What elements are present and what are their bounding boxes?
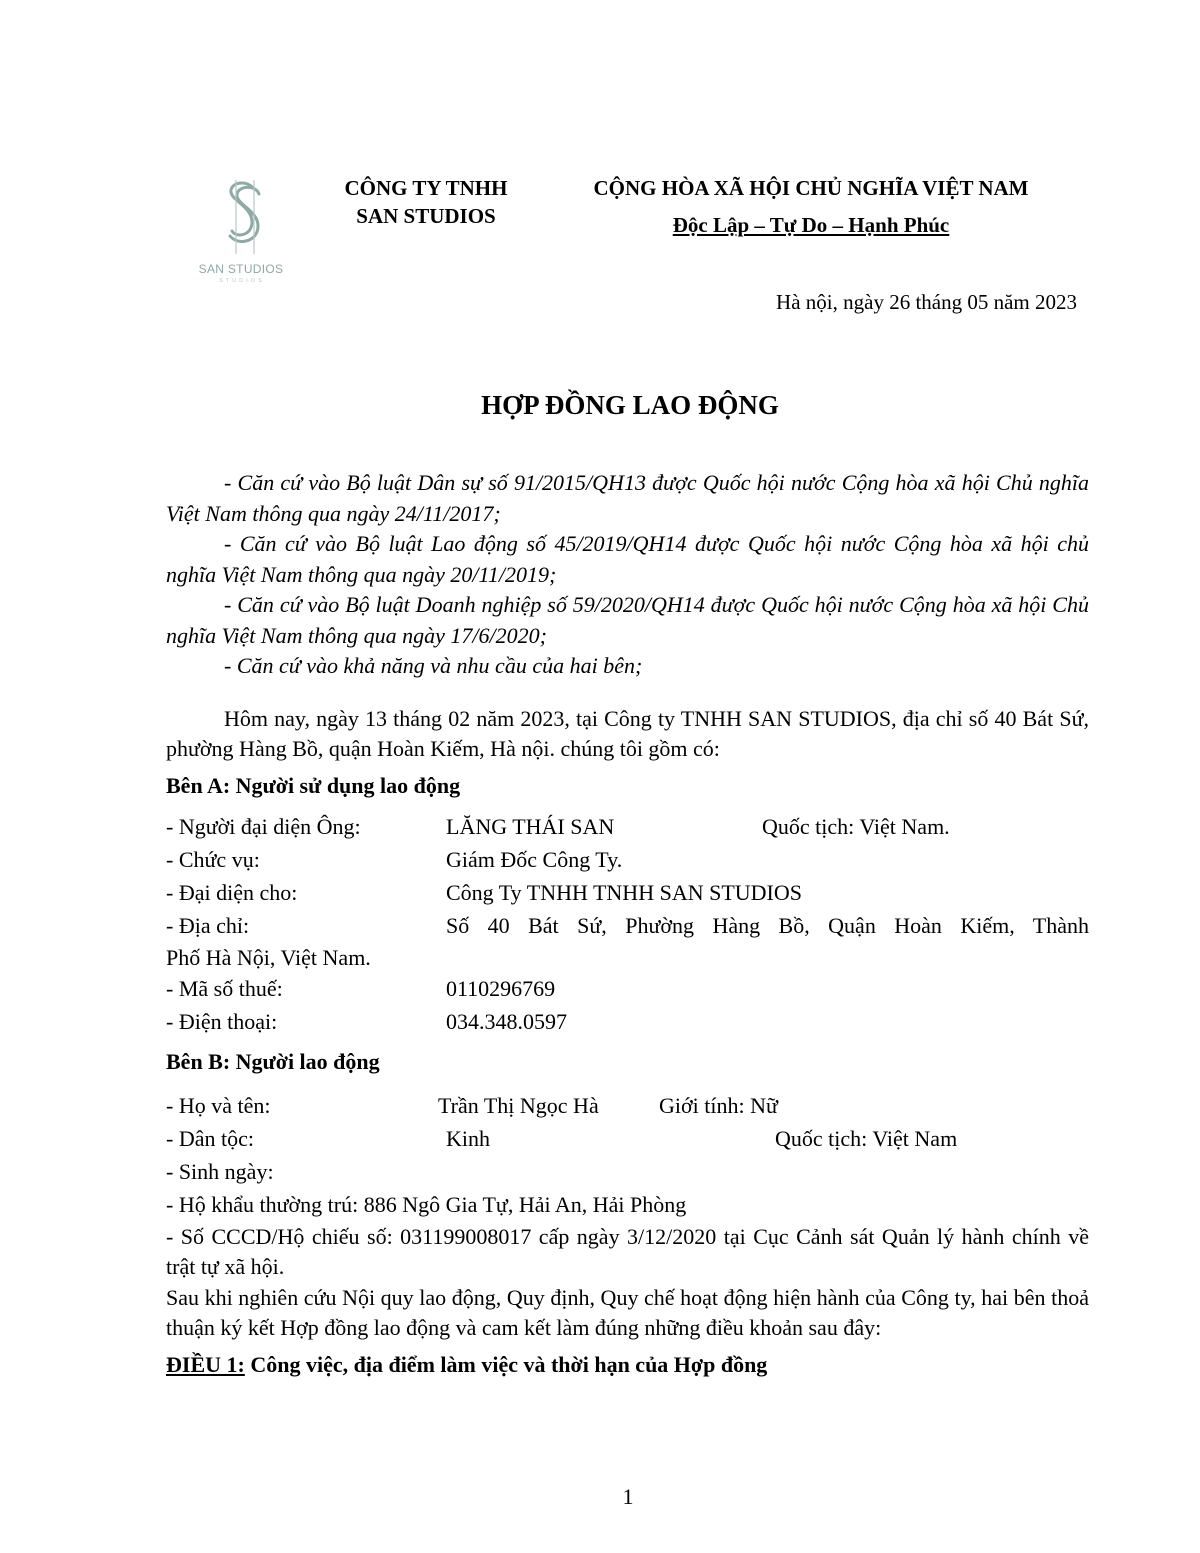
party-a-heading: Bên A: Người sử dụng lao động xyxy=(166,772,461,798)
ethnic-value: Kinh xyxy=(446,1125,490,1151)
name-label: - Họ và tên: xyxy=(166,1092,271,1118)
residence: - Hộ khẩu thường trú: 886 Ngô Gia Tự, Hải An, Hải Phòng xyxy=(166,1191,687,1217)
company-line-2: SAN STUDIOS xyxy=(356,204,496,228)
rep-value: LĂNG THÁI SAN xyxy=(446,814,615,840)
gender: Giới tính: Nữ xyxy=(659,1092,778,1118)
legal-basis-2: - Căn cứ vào Bộ luật Lao động số 45/2019/QH14 được Quốc hội nước Cộng hòa xã hội chủ nghĩa Việt Nam thông qua ngày 20/11/2019; xyxy=(166,531,1089,587)
intro-paragraph: Hôm nay, ngày 13 tháng 02 năm 2023, tại Công ty TNHH SAN STUDIOS, địa chỉ số 40 Bát Sứ, phường Hàng Bồ, quận Hoàn Kiếm, Hà nội. chúng tôi gồm có: xyxy=(166,705,1089,761)
rep-label: - Người đại diện Ông: xyxy=(166,814,361,840)
ethnic-label: - Dân tộc: xyxy=(166,1125,254,1151)
legal-basis-4: - Căn cứ vào khả năng và nhu cầu của hai bên; xyxy=(224,653,643,678)
logo-subtext: S T U D I O S xyxy=(219,278,263,284)
national-motto: Độc Lập – Tự Do – Hạnh Phúc xyxy=(672,213,950,237)
party-a-phone-row xyxy=(166,1006,1089,1039)
position-label: - Chức vụ: xyxy=(166,847,260,873)
party-b-name-row xyxy=(166,1090,1089,1123)
name-value: Trần Thị Ngọc Hà xyxy=(438,1092,599,1118)
party-a-represent-row xyxy=(166,877,1089,910)
party-b-heading: Bên B: Người lao động xyxy=(166,1049,380,1074)
san-studios-logo-icon xyxy=(186,176,296,260)
tax-value: 0110296769 xyxy=(446,976,556,1002)
article-1-label: ĐIỀU 1: xyxy=(166,1351,245,1377)
tax-label: - Mã số thuế: xyxy=(166,976,283,1002)
rep-nationality: Quốc tịch: Việt Nam. xyxy=(762,814,950,840)
address-value: Số 40 Bát Sứ, Phường Hàng Bồ, Quận Hoàn Kiếm, Thành xyxy=(446,913,1089,939)
party-a-address-row xyxy=(166,910,1089,943)
company-name xyxy=(326,174,526,230)
phone-label: - Điện thoại: xyxy=(166,1009,278,1035)
party-a-position-row xyxy=(166,844,1089,877)
party-b-residence-row xyxy=(166,1189,1089,1222)
legal-basis-1: - Căn cứ vào Bộ luật Dân sự số 91/2015/QH13 được Quốc hội nước Cộng hòa xã hội Chủ nghĩa Việt Nam thông qua ngày 24/11/2017; xyxy=(166,470,1089,526)
company-logo xyxy=(186,176,296,286)
address-label: - Địa chỉ: xyxy=(166,913,250,939)
document-title: HỢP ĐỒNG LAO ĐỘNG xyxy=(481,390,779,420)
national-heading: CỘNG HÒA XÃ HỘI CHỦ NGHĨA VIỆT NAM xyxy=(593,176,1029,200)
party-b-nationality: Quốc tịch: Việt Nam xyxy=(775,1125,958,1151)
represent-label: - Đại diện cho: xyxy=(166,880,298,906)
party-a-tax-row xyxy=(166,973,1089,1006)
page-number: 1 xyxy=(622,1484,634,1509)
party-b-birth-row xyxy=(166,1156,1089,1189)
company-line-1: CÔNG TY TNHH xyxy=(344,176,508,200)
document-date: Hà nội, ngày 26 tháng 05 năm 2023 xyxy=(776,290,1077,314)
article-1-text: Công việc, địa điểm làm việc và thời hạn của Hợp đồng xyxy=(244,1351,768,1377)
party-b-id: - Số CCCD/Hộ chiếu số: 031199008017 cấp ngày 3/12/2020 tại Cục Cảnh sát Quản lý hành chính về trật tự xã hội. xyxy=(166,1223,1089,1279)
represent-value: Công Ty TNHH TNHH SAN STUDIOS xyxy=(446,880,802,906)
position-value: Giám Đốc Công Ty. xyxy=(446,847,623,873)
legal-basis-3: - Căn cứ vào Bộ luật Doanh nghiệp số 59/2020/QH14 được Quốc hội nước Cộng hòa xã hội Chủ nghĩa Việt Nam thông qua ngày 17/6/2020; xyxy=(166,592,1089,648)
birth-label: - Sinh ngày: xyxy=(166,1158,274,1184)
agreement-paragraph: Sau khi nghiên cứu Nội quy lao động, Quy định, Quy chế hoạt động hiện hành của Công ty, hai bên thoả thuận ký kết Hợp đồng lao động và cam kết làm đúng những điều khoản sau đây: xyxy=(166,1284,1089,1340)
phone-value: 034.348.0597 xyxy=(446,1009,567,1035)
logo-text: SAN STUDIOS xyxy=(198,262,284,276)
article-1-heading xyxy=(166,1350,1089,1381)
party-b-ethnic-row xyxy=(166,1123,1089,1156)
address-continued: Phố Hà Nội, Việt Nam. xyxy=(166,945,371,970)
document-body xyxy=(166,468,1089,1380)
party-a-rep-row xyxy=(166,811,1089,844)
